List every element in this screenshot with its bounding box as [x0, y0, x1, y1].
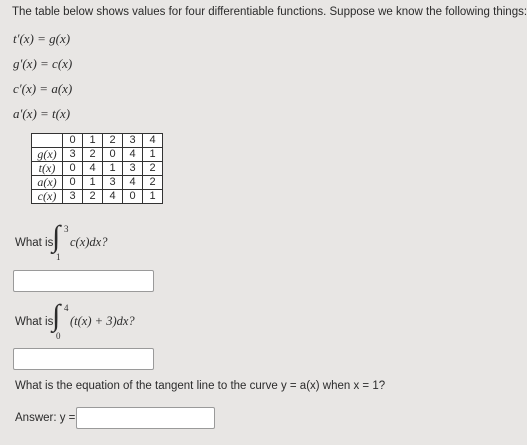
table-cell: 0	[63, 176, 83, 190]
table-header-row	[32, 134, 163, 148]
equation-t-prime: t′(x) = g(x)	[13, 31, 71, 46]
integral-upper-limit: 4	[64, 303, 69, 313]
table-cell: 0	[103, 148, 123, 162]
table-cell: 1	[143, 148, 163, 162]
question-1-label: What is	[15, 237, 54, 249]
table-header-cell: 4	[143, 134, 163, 148]
table-cell: 1	[143, 190, 163, 204]
function-values-table	[31, 133, 163, 204]
table-row-label: g(x)	[32, 148, 63, 162]
table-header-cell: 1	[83, 134, 103, 148]
question-3-text: What is the equation of the tangent line to the curve y = a(x) when x = 1?	[15, 380, 386, 392]
integrand: c(x)dx?	[70, 235, 108, 249]
table-cell: 4	[123, 176, 143, 190]
integral-sign: ∫	[52, 220, 61, 253]
table-cell: 3	[63, 190, 83, 204]
table-cell: 3	[123, 162, 143, 176]
tangent-answer-input[interactable]	[76, 407, 215, 429]
question-1-answer-input[interactable]	[13, 270, 154, 292]
table-cell: 0	[123, 190, 143, 204]
table-cell: 0	[63, 162, 83, 176]
answer-label: Answer: y =	[15, 412, 76, 424]
integral-upper-limit: 3	[64, 224, 69, 234]
problem-intro: The table below shows values for four differentiable functions. Suppose we know the following things:	[12, 6, 527, 18]
table-cell: 4	[123, 148, 143, 162]
table-row-label: a(x)	[32, 176, 63, 190]
table-cell: 1	[103, 162, 123, 176]
table-cell: 3	[103, 176, 123, 190]
table-cell: 2	[143, 176, 163, 190]
table-header-cell: 3	[123, 134, 143, 148]
question-2-answer-input[interactable]	[13, 348, 154, 370]
table-cell: 4	[83, 162, 103, 176]
table-row	[32, 148, 163, 162]
table-row	[32, 162, 163, 176]
equation-c-prime: c′(x) = a(x)	[13, 81, 73, 96]
table-cell: 2	[83, 190, 103, 204]
table-row	[32, 176, 163, 190]
integral-lower-limit: 0	[56, 331, 61, 341]
table-cell: 3	[63, 148, 83, 162]
table-header-cell: 2	[103, 134, 123, 148]
table-corner-cell	[32, 134, 63, 148]
integral-lower-limit: 1	[56, 252, 61, 262]
table-cell: 2	[143, 162, 163, 176]
table-cell: 4	[103, 190, 123, 204]
table-row	[32, 190, 163, 204]
table-cell: 2	[83, 148, 103, 162]
table-header-cell: 0	[63, 134, 83, 148]
question-2-label: What is	[15, 316, 54, 328]
table-row-label: c(x)	[32, 190, 63, 204]
table-cell: 1	[83, 176, 103, 190]
equation-a-prime: a′(x) = t(x)	[13, 106, 71, 121]
integral-sign: ∫	[52, 299, 61, 332]
equation-g-prime: g′(x) = c(x)	[13, 56, 73, 71]
integrand: (t(x) + 3)dx?	[70, 314, 135, 328]
table-row-label: t(x)	[32, 162, 63, 176]
